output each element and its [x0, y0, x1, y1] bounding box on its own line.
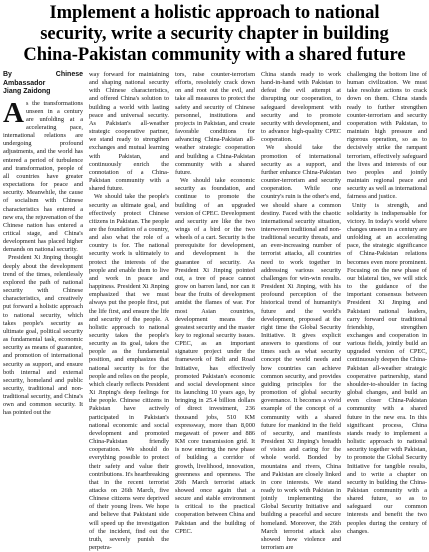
headline-line-1: Implement a holistic approach to national [49, 3, 380, 23]
article-column-2 [89, 71, 169, 552]
byline [3, 71, 83, 97]
paragraph: President Xi Jinping thought deeply about the development trend of the times, relentlessly explored the path of national security with Chinese characteristics, and creatively put forward a holistic approach to national security, which takes people's security as ultimate goal, political security as fundamental task, economic security as means of guarantee, and promotion of international security as support, and ensure both internal and external security, homeland and public security, traditional and non-traditional security, and China's own and common security. It has pointed out the [3, 254, 83, 417]
paragraph: Unity is strength, and solidarity is indispensable for victory. In today's world where changes unseen in a century are unfolding at an accelerating pace, the strategic significance of China-Pakistan relations becomes even more prominent. Focusing on the new phase of our bilateral ties, we will stick to the guidance of the important consensus between President Xi Jinping and Pakistani national leaders, carry forward our traditional friendship, strengthen exchanges and cooperation in various fields, jointly build an upgraded version of CPEC, continuously deepen the China-Pakistan all-weather strategic cooperative partnership, stand shoulder-to-shoulder in facing global changes, and build an even closer China-Pakistan community with a shared future in the new era. In this significant process, China stands ready to implement a holistic approach to national security together with Pakistan, to promote the Global Security Initiative for tangible results, and to write a chapter on security in building the China-Pakistan community with a shared future, so as to safeguard our common interests and benefit the two peoples during the century of changes. [347, 201, 427, 535]
article-column-1 [3, 71, 83, 495]
paragraph: We should take economic security as foundation, and continue to promote the building of an upgraded version of CPEC. Development and security are like the two wings of a bird or the two wheels of a cart. Security is the prerequisite for development, and development is the guarantee of security. As President Xi Jinping pointed out, a tree of peace cannot grow on barren land, nor can it bear the fruits of development amidst the flames of war. For most Asian countries, development means the greatest security and the master key to regional security issues. CPEC, as an important signature project under the framework of Belt and Road Initiative, has effectively promoted Pakistan's economic and social development since its launching 10 years ago, by bringing in 25.4 billion dollars of direct investment, 236 thousand jobs, 510 KM expressway, more than 8,000 megawatt of power and 886 KM core transmission grid. It is now entering the new phase of building a corridor of growth, livelihood, innovation, greenness and openness. The 26th March terrorist attack showed once again that a secure and stable environment is critical to the practical cooperation between China and Pakistan and the building of CPEC. [175, 177, 255, 535]
headline-line-3: China-Pakistan community with a shared future [23, 45, 406, 65]
paragraph: challenging the bottom line of human civilization. We must take resolute actions to crack down on them. China stands ready to further strengthen counter-terrorism and security cooperation with Pakistan, to maintain high pressure and rigorous operation, so as to decisively strike the rampant terrorism, effectively safeguard the lives and interests of our two peoples and jointly maintain regional peace and security as well as international fairness and justice. [347, 71, 427, 201]
paragraph: We should take the people's security as ultimate goal, and effectively protect Chinese citizens in Pakistan. The people are the foundation of a country, and also what the role of a country is for. The national security work is ultimately to protect the interests of the people and enable them to live and work in peace and happiness. President Xi Jinping emphasized that we must always put the people first, put the life first, and ensure the life and security of the people. A holistic approach to national security takes the people's security as its goal, takes the people as the fundamental position, and emphasizes that national security is for the people and relies on the people, which clearly reflects President Xi Jinping's deep feelings for the people. Chinese citizens in Pakistan have actively participated in Pakistan's national economic and social development and promoted China-Pakistan friendly cooperation. We should do everything possible to protect their safety and value their contributions. It's heartbreaking that in the recent terrorist attacks on 26th March, five Chinese citizens were deprived of their young lives. We hope and believe that Pakistani side will speed up the investigation of the incident, find out the truth, severely punish the perpetra- [89, 193, 169, 552]
paragraph: way forward for maintaining and shaping national security with Chinese characteristics, and offered China's solution to building a world with lasting peace and universal security. As Pakistan's all-weather strategic cooperative partner, we stand ready to strengthen exchanges and mutual learning with Pakistan, and continuously enrich the connotation of a China-Pakistan community with a shared future. [89, 71, 169, 193]
paragraph: China stands ready to work hand-in-hand with Pakistan to defeat the evil attempt at disrupting our cooperation, to safeguard development with security and to promote security with development, and to advance high-quality CPEC cooperation. [261, 71, 341, 144]
headline-line-2: security, write a security chapter in building [40, 24, 389, 44]
paragraph: We should take the promotion of international security as a support, and further enhance China-Pakistan counter-terrorism and security cooperation. While one country's ruin is the other's end, we should share a common destiny. Faced with the chaotic international security situation, interwoven traditional and non-traditional security threats, and an ever-increasing number of terrorist attacks, all countries need to work together in addressing various security challenges for win-win results. President Xi Jinping, with his profound perception of the historical trend of humanity's future and the world's development, proposed at the right time the Global Security Initiative. It gives explicit answers to questions of our times such as what security concept the world needs and how countries can achieve common security, and provides guiding principles for the promotion of global security governance. It becomes a vivid example of the concept of a community with a shared future for mankind in the field of security, and manifests President Xi Jinping's breadth of vision and caring for the whole world. Bonded by mountains and rivers, China and Pakistan are closely linked in core interests. We stand ready to work with Pakistan in jointly implementing the Global Security Initiative and building a peaceful and secure homeland. Moreover, the 26th March terrorist attack also showed how violence and terrorism are [261, 144, 341, 552]
byline-title: By Chinese Ambassador [3, 71, 83, 87]
paragraph-text: s the transformations unseen in a century are unfolding at a accelerating pace, international relations are undergoing profound adjustments, and the world has entered a period of turbulence and transformation, people of all countries have greater expectations for peace and security. Meanwhile, the cause of socialism with Chinese characteristics has entered a new era, the rejuvenation of the Chinese nation has entered a critical stage, and China's development has placed higher demands on national security. [3, 99, 83, 254]
byline-author: Jiang Zaidong [3, 88, 51, 95]
article-column-3 [175, 71, 255, 535]
article-column-4 [261, 71, 341, 552]
drop-cap: A [3, 96, 24, 129]
article-column-5 [347, 71, 427, 535]
paragraph: tors, raise counter-terrorism efforts, resolutely crack down on and root out the evil, and take all measures to protect the safety and security of Chinese personnel, institutions and projects in Pakistan, and create favorable conditions for advancing China-Pakistan all-weather strategic cooperation and building a China-Pakistan community with a shared future. [175, 71, 255, 176]
lead-paragraph [3, 96, 83, 255]
